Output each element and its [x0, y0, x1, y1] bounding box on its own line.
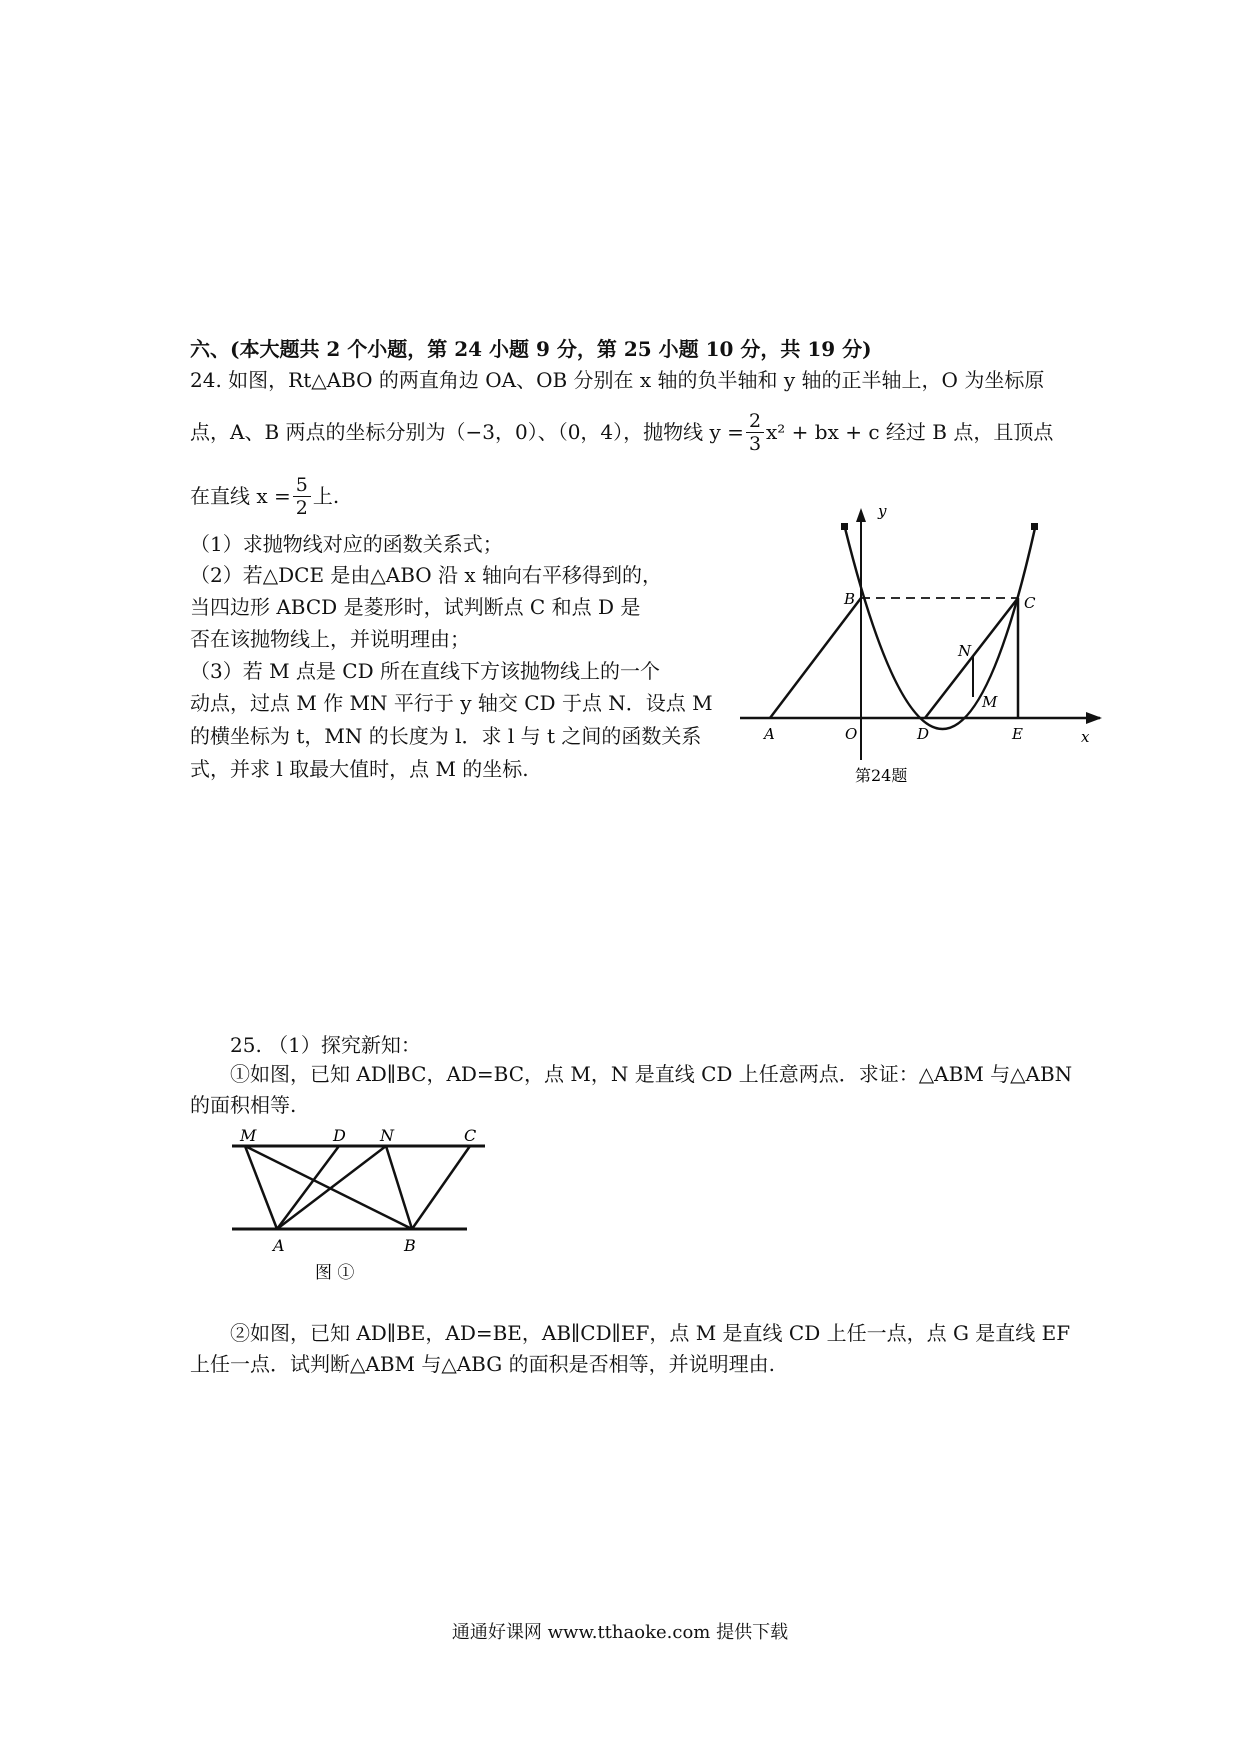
- fraction-five-halves: [293, 474, 311, 519]
- y-axis-arrow: [856, 508, 866, 522]
- figure-caption: 第24题: [855, 766, 908, 785]
- q25-item-2-line-1: ②如图，已知 AD∥BE，AD=BE，AB∥CD∥EF，点 M 是直线 CD 上任一点，点 G 是直线 EF: [230, 1321, 1071, 1345]
- q24-sub-2-line-3: 否在该抛物线上，并说明理由；: [190, 627, 470, 651]
- figure-caption: 图 ①: [315, 1263, 355, 1283]
- q25-figure-1: [225, 1125, 495, 1285]
- q24-sub-3-line-1: （3）若 M 点是 CD 所在直线下方该抛物线上的一个: [190, 659, 660, 683]
- label-b: B: [404, 1236, 416, 1255]
- fraction-denominator: 3: [748, 432, 762, 455]
- q24-line-2-b: x² + bx + c 经过 B 点，且顶点: [766, 420, 1054, 444]
- q24-sub-3-line-4: 式，并求 l 取最大值时，点 M 的坐标.: [190, 757, 529, 781]
- section-heading: 六、(本大题共 2 个小题，第 24 小题 9 分，第 25 小题 10 分，共 19 分): [190, 337, 872, 361]
- label-x: x: [1081, 728, 1090, 746]
- q25-line-1: 25. （1）探究新知：: [230, 1033, 421, 1057]
- label-c: C: [1024, 594, 1036, 612]
- fraction-numerator: 5: [293, 474, 311, 497]
- q24-line-3-a: 在直线 x =: [190, 484, 291, 508]
- label-b: B: [844, 590, 856, 608]
- label-o: O: [845, 725, 858, 743]
- label-n: N: [380, 1126, 394, 1145]
- q24-sub-1: （1）求抛物线对应的函数关系式；: [190, 532, 503, 556]
- label-n: N: [958, 642, 972, 660]
- label-y: y: [878, 502, 887, 520]
- label-c: C: [464, 1126, 477, 1145]
- label-m: M: [982, 693, 998, 711]
- fraction-denominator: 2: [295, 496, 308, 519]
- segment-dc: [925, 598, 1018, 718]
- segment-na: [277, 1146, 386, 1229]
- label-d: D: [333, 1126, 346, 1145]
- q25-item-1-line-2: 的面积相等.: [190, 1093, 297, 1117]
- parabola-left-end-marker: [841, 523, 848, 530]
- q24-line-2-a: 点，A、B 两点的坐标分别为（−3，0）、（0，4），抛物线 y =: [190, 420, 744, 444]
- q24-figure: [735, 500, 1115, 790]
- q25-item-2-line-2: 上任一点．试判断△ABM 与△ABG 的面积是否相等，并说明理由.: [190, 1352, 775, 1376]
- q24-line-3: [190, 466, 339, 526]
- q24-line-2: [190, 402, 1053, 462]
- q24-line-3-b: 上.: [312, 484, 340, 508]
- page-footer: 通通好课网 www.tthaoke.com 提供下载: [451, 1622, 789, 1643]
- label-a: A: [273, 1236, 285, 1255]
- label-a: A: [764, 725, 775, 743]
- q24-sub-3-line-2: 动点，过点 M 作 MN 平行于 y 轴交 CD 于点 N．设点 M: [190, 691, 713, 715]
- fraction-numerator: 2: [746, 410, 764, 433]
- q24-sub-3-line-3: 的横坐标为 t，MN 的长度为 l．求 l 与 t 之间的函数关系: [190, 724, 702, 748]
- q24-line-1: 24. 如图，Rt△ABO 的两直角边 OA、OB 分别在 x 轴的负半轴和 y 轴的正半轴上，O 为坐标原: [190, 368, 1045, 392]
- q24-sub-2-line-1: （2）若△DCE 是由△ABO 沿 x 轴向右平移得到的，: [190, 563, 663, 587]
- label-m: M: [240, 1126, 257, 1145]
- label-d: D: [917, 725, 930, 743]
- parabola-right-end-marker: [1031, 523, 1038, 530]
- segment-nb: [386, 1146, 412, 1229]
- segment-cb: [412, 1146, 470, 1229]
- segment-ab: [770, 598, 861, 718]
- label-e: E: [1012, 725, 1023, 743]
- q24-sub-2-line-2: 当四边形 ABCD 是菱形时，试判断点 C 和点 D 是: [190, 595, 641, 619]
- fraction-two-thirds: [746, 410, 764, 455]
- q25-item-1-line-1: ①如图，已知 AD∥BC，AD=BC，点 M，N 是直线 CD 上任意两点．求证：△ABM 与△ABN: [230, 1062, 1073, 1086]
- x-axis-arrow: [1086, 712, 1102, 724]
